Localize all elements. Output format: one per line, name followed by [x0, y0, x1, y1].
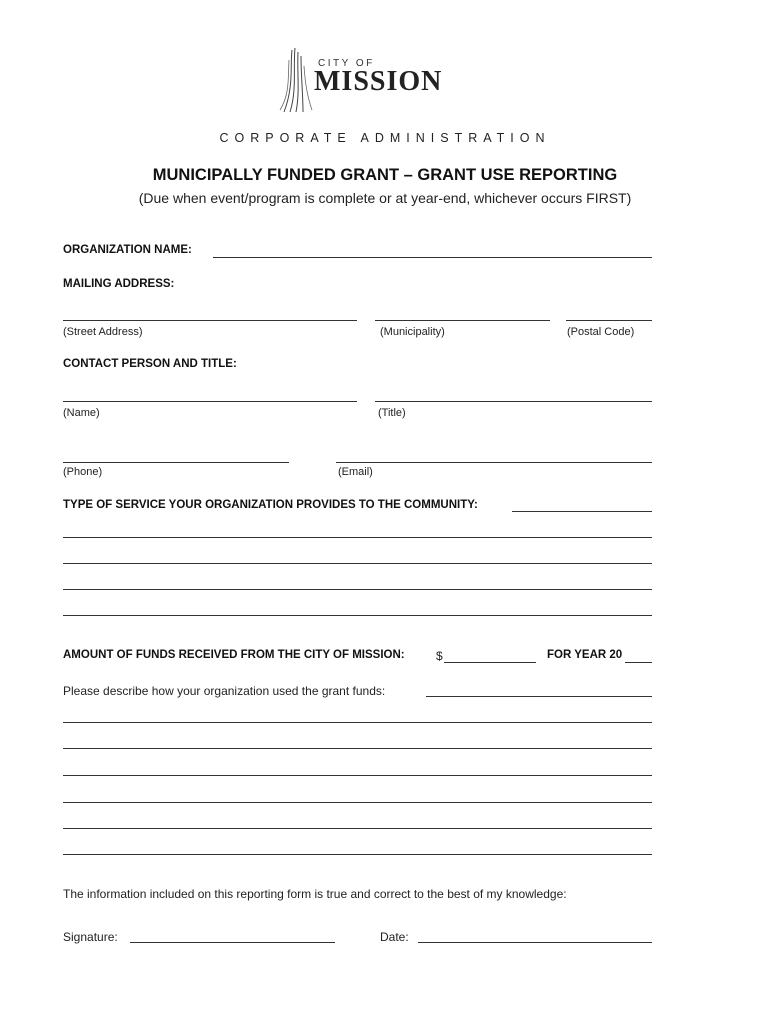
signature-field[interactable] — [130, 942, 335, 943]
street-address-field[interactable] — [63, 320, 357, 321]
contact-person-label: CONTACT PERSON AND TITLE: — [63, 358, 237, 370]
contact-title-field[interactable] — [375, 401, 652, 402]
municipality-caption: (Municipality) — [380, 326, 445, 338]
year-label: FOR YEAR 20 — [547, 649, 623, 661]
phone-caption: (Phone) — [63, 466, 103, 478]
name-caption: (Name) — [63, 407, 100, 419]
municipality-field[interactable] — [375, 320, 550, 321]
service-type-line-2[interactable] — [63, 563, 652, 564]
mailing-address-label: MAILING ADDRESS: — [63, 278, 175, 290]
grant-use-line-1[interactable] — [63, 722, 652, 723]
form-subtitle: (Due when event/program is complete or at year-end, whichever occurs FIRST) — [138, 190, 632, 206]
logo-city-of-text: CITY OF — [318, 58, 375, 69]
grant-use-line-5[interactable] — [63, 828, 652, 829]
date-field[interactable] — [418, 942, 652, 943]
logo-mission-text: MISSION — [314, 66, 443, 97]
service-type-label: TYPE OF SERVICE YOUR ORGANIZATION PROVIDES TO THE COMMUNITY: — [63, 499, 478, 511]
year-field[interactable] — [625, 662, 652, 663]
signature-label: Signature: — [63, 930, 118, 944]
postal-code-caption: (Postal Code) — [567, 326, 635, 338]
email-field[interactable] — [336, 462, 652, 463]
grant-use-field[interactable] — [426, 696, 652, 697]
funds-colon: : — [400, 649, 405, 661]
tree-lines-icon — [278, 46, 318, 116]
postal-code-field[interactable] — [566, 320, 652, 321]
service-type-line-1[interactable] — [63, 537, 652, 538]
grant-use-line-2[interactable] — [63, 748, 652, 749]
department-heading: CORPORATE ADMINISTRATION — [219, 131, 551, 145]
email-caption: (Email) — [338, 466, 373, 478]
currency-symbol: $ — [436, 649, 443, 663]
phone-field[interactable] — [63, 462, 289, 463]
service-type-field[interactable] — [512, 511, 652, 512]
funds-received-label — [63, 649, 405, 661]
grant-use-line-3[interactable] — [63, 775, 652, 776]
city-of-mission-logo — [278, 46, 448, 116]
funds-amount-field[interactable] — [444, 662, 536, 663]
service-type-line-3[interactable] — [63, 589, 652, 590]
certification-statement: The information included on this reporting form is true and correct to the best of my knowledge: — [63, 887, 567, 901]
street-address-caption: (Street Address) — [63, 326, 143, 338]
grant-use-line-6[interactable] — [63, 854, 652, 855]
grant-use-line-4[interactable] — [63, 802, 652, 803]
date-label: Date: — [380, 930, 409, 944]
grant-use-prompt: Please describe how your organization used the grant funds: — [63, 684, 386, 698]
form-title: MUNICIPALLY FUNDED GRANT – GRANT USE REPORTING — [152, 166, 618, 184]
service-type-line-4[interactable] — [63, 615, 652, 616]
organization-name-field[interactable] — [213, 257, 652, 258]
contact-name-field[interactable] — [63, 401, 357, 402]
funds-received-text: AMOUNT OF FUNDS RECEIVED FROM THE CITY OF MISSION — [63, 649, 401, 661]
organization-name-label: ORGANIZATION NAME: — [63, 244, 192, 256]
title-caption: (Title) — [378, 407, 406, 419]
